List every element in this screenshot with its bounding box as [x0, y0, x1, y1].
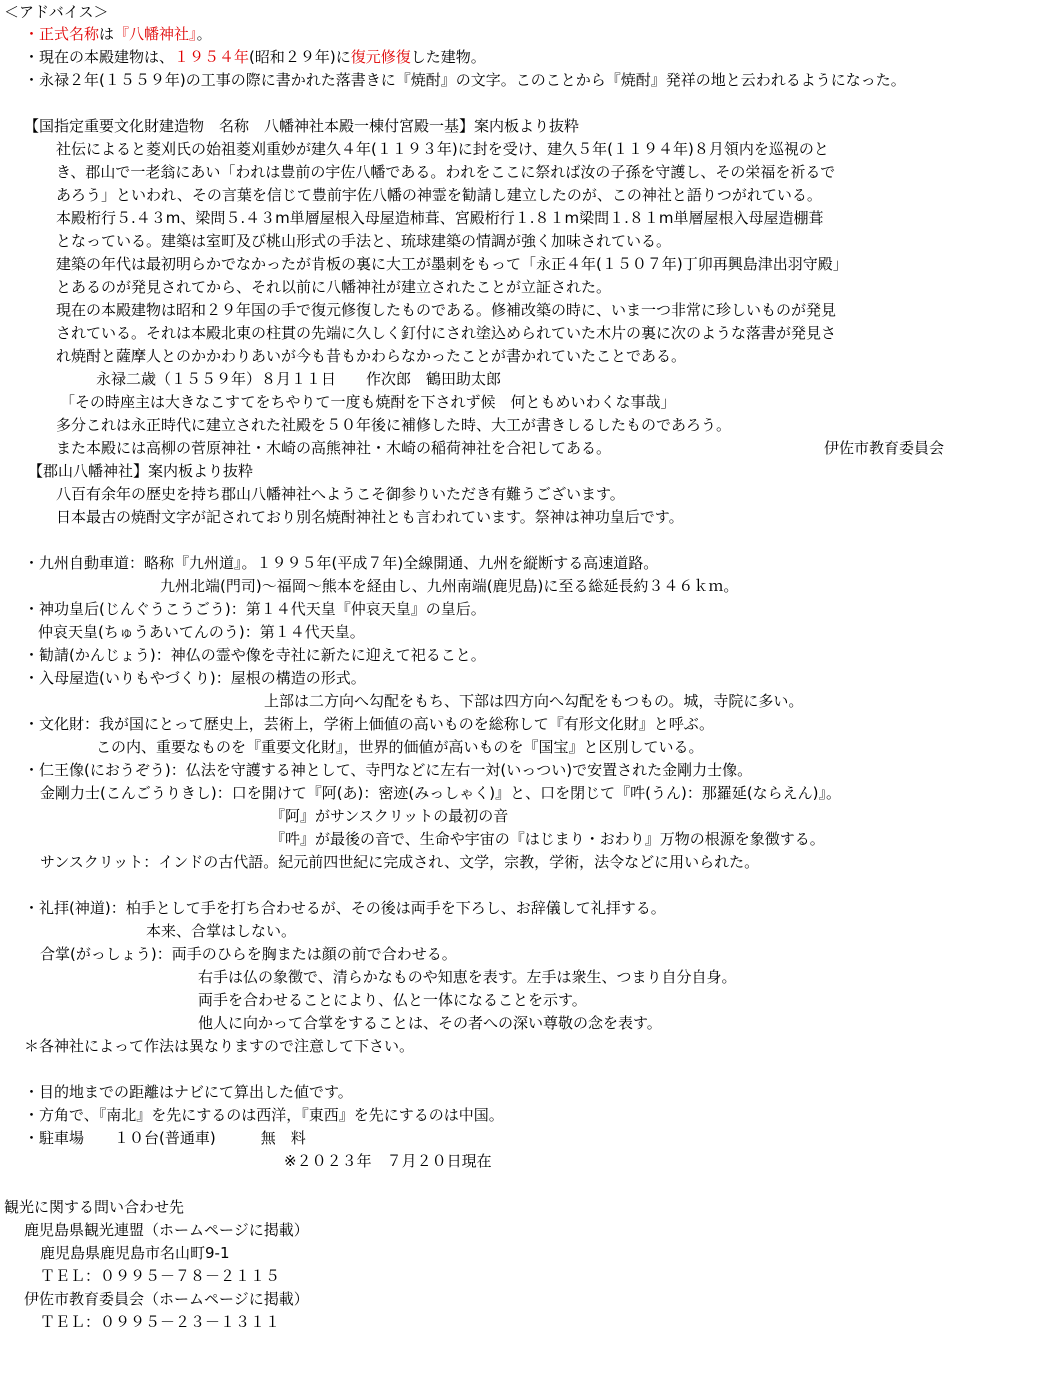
- board1-line: き、郡山で一老翁にあい「われは豊前の宇佐八幡である。われをここに祭れば汝の子孫を守護し、その栄福を祈るで: [56, 163, 836, 181]
- rebuild-prefix: ・現在の本殿建物は、: [24, 48, 175, 66]
- worship-note: ＊各神社によって作法は異なりますので注意して下さい。: [24, 1037, 415, 1055]
- glossary-item: 上部は二方向へ勾配をもち、下部は四方向へ勾配をもつもの。城，寺院に多い。: [264, 692, 804, 710]
- glossary-item: 金剛力士(こんごうりきし)：口を開けて『阿(あ)：密迹(みっしゃく)』と、口を閉じて『吽(うん)：那羅延(ならえん)』。: [40, 784, 842, 802]
- bullet: ・: [24, 25, 40, 43]
- contact-address: 鹿児島県鹿児島市名山町9-1: [40, 1244, 230, 1262]
- glossary-item: ・仁王像(におうぞう)：仏法を守護する神として、寺門などに左右一対(いっつい)で安置された金剛力士像。: [24, 761, 753, 779]
- note-item: ・目的地までの距離はナビにて算出した値です。: [24, 1083, 353, 1101]
- board1-line: 多分これは永正時代に建立された社殿を５０年後に補修した時、大工が書きしるしたものであろう。: [56, 416, 732, 434]
- glossary-item: 九州北端(門司)～福岡～熊本を経由し、九州南端(鹿児島)に至る総延長約３４６ｋｍ。: [160, 577, 739, 595]
- glossary-item: ・勧請(かんじょう)：神仏の霊や像を寺社に新たに迎えて祀ること。: [24, 646, 486, 664]
- board1-line: れ焼酎と薩摩人とのかかわりあいが今も昔もかわらなかったことが書かれていたことである。: [56, 347, 687, 365]
- official-name-label: 正式名称: [39, 25, 100, 43]
- rebuild-suffix: した建物。: [410, 48, 486, 66]
- glossary-item: 『吽』が最後の音で、生命や宇宙の『はじまり・おわり』万物の根源を象徴する。: [270, 830, 825, 848]
- board2-line: 日本最古の焼酎文字が記されており別名焼酎神社とも言われています。祭神は神功皇后です。: [56, 508, 684, 526]
- glossary-item: ・神功皇后(じんぐうこうごう)：第１４代天皇『仲哀天皇』の皇后。: [24, 600, 486, 618]
- rebuild-year: １９５４年: [174, 48, 250, 66]
- board1-line: あろう」といわれ、その言葉を信じて豊前宇佐八幡の神霊を勧請し建立したのが、この神社と語りつがれている。: [56, 186, 822, 204]
- worship-item: ・礼拝(神道)：柏手として手を打ち合わせるが、その後は両手を下ろし、お辞儀して礼拝する。: [24, 899, 666, 917]
- board1-line: とあるのが発見されてから、それ以前に八幡神社が建立されたことが立証された。: [56, 278, 612, 296]
- contact-org: 鹿児島県観光連盟（ホームページに掲載）: [24, 1221, 309, 1239]
- board1-line: されている。それは本殿北東の柱貫の先端に久しく釘付にされ塗込められていた木片の裏に次のような落書が発見さ: [56, 324, 837, 342]
- glossary-item: ・入母屋造(いりもやづくり)：屋根の構造の形式。: [24, 669, 366, 687]
- board2-heading: 【郡山八幡神社】案内板より抜粋: [28, 462, 254, 480]
- worship-item: 合掌(がっしょう)：両手のひらを胸または顔の前で合わせる。: [40, 945, 457, 963]
- board1-line: 社伝によると菱刈氏の始祖菱刈重妙が建久４年(１１９３年)に封を受け、建久５年(１１９４年)８月領内を巡視のと: [56, 140, 829, 158]
- advice-rebuild: [24, 47, 486, 67]
- glossary-item: ・文化財：我が国にとって歴史上，芸術上，学術上価値の高いものを総称して『有形文化財』と呼ぶ。: [24, 715, 715, 733]
- glossary-item: この内、重要なものを『重要文化財』，世界的価値が高いものを『国宝』と区別している。: [96, 738, 704, 756]
- glossary-item: サンスクリット：インドの古代語。紀元前四世紀に完成され、文学，宗教，学術，法令などに用いられた。: [40, 853, 760, 871]
- glossary-item: 『阿』がサンスクリットの最初の音: [270, 807, 509, 825]
- board1-line: 現在の本殿建物は昭和２９年国の手で復元修復したものである。修補改築の時に、いま一つ非常に珍しいものが発見: [56, 301, 837, 319]
- contact-phone: ＴＥＬ：０９９５－７８－２１１５: [40, 1267, 281, 1285]
- particle: は: [99, 25, 115, 43]
- board1-line: 本殿桁行５.４３m、梁問５.４３m単層屋根入母屋造柿葺、宮殿桁行１.８１m梁問１.８１m単層屋根入母屋造棚葺: [56, 209, 824, 227]
- parking-info: ・駐車場 １０台(普通車) 無 料: [24, 1129, 306, 1147]
- worship-item: 両手を合わせることにより、仏と一体になることを示す。: [198, 991, 587, 1009]
- worship-item: 本来、合掌はしない。: [146, 922, 297, 940]
- board2-line: 八百有余年の歴史を持ち郡山八幡神社へようこそ御参りいただき有難うございます。: [56, 485, 625, 503]
- rebuild-restoration: 復元修復: [350, 48, 411, 66]
- board1-line: となっている。建築は室町及び桃山形式の手法と、琉球建築の情調が強く加味されている。: [56, 232, 672, 250]
- rebuild-era: (昭和２９年)に: [249, 48, 351, 66]
- board1-heading: 【国指定重要文化財建造物 名称 八幡神社本殿一棟付宮殿一基】案内板より抜粋: [24, 117, 580, 135]
- board1-line: また本殿には高柳の菅原神社・木崎の高熊神社・木崎の稲荷神社を合祀してある。: [56, 439, 612, 457]
- contact-phone: ＴＥＬ：０９９５－２３－１３１１: [40, 1313, 281, 1331]
- board1-signature: 伊佐市教育委員会: [824, 439, 945, 457]
- advice-shochu-origin: ・永禄２年(１５５９年)の工事の際に書かれた落書きに『焼酎』の文字。このことから『焼酎』発祥の地と云われるようになった。: [24, 71, 906, 89]
- board1-graffiti-quote: 「その時座主は大きなこすてをちやりて一度も焼酎を下されず候 何ともめいわくな事哉」: [60, 393, 676, 411]
- glossary-item: 仲哀天皇(ちゅうあいてんのう)：第１４代天皇。: [38, 623, 365, 641]
- note-item: ・方角で、『南北』を先にするのは西洋，『東西』を先にするのは中国。: [24, 1106, 504, 1124]
- period: 。: [196, 25, 212, 43]
- glossary-item: ・九州自動車道：略称『九州道』。１９９５年(平成７年)全線開通、九州を縦断する高速道路。: [24, 554, 659, 572]
- contact-org: 伊佐市教育委員会（ホームページに掲載）: [24, 1290, 309, 1308]
- board1-graffiti-date: 永禄二歳（１５５９年）８月１１日 作次郎 鶴田助太郎: [96, 370, 502, 388]
- contacts-title: 観光に関する問い合わせ先: [4, 1198, 185, 1216]
- advice-header: ＜アドバイス＞: [4, 3, 109, 21]
- official-name-value: 『八幡神社』: [114, 25, 197, 43]
- board1-line: 建築の年代は最初明らかでなかったが肯板の裏に大工が墨刺をもって「永正４年(１５０７年)丁卯再興島津出羽守殿」: [56, 255, 848, 273]
- advice-official-name: [24, 24, 212, 44]
- worship-item: 右手は仏の象徴で、清らかなものや知恵を表す。左手は衆生、つまり自分自身。: [198, 968, 737, 986]
- as-of-date: ※２０２３年 ７月２０日現在: [284, 1152, 492, 1170]
- worship-item: 他人に向かって合掌をすることは、その者への深い尊敬の念を表す。: [198, 1014, 662, 1032]
